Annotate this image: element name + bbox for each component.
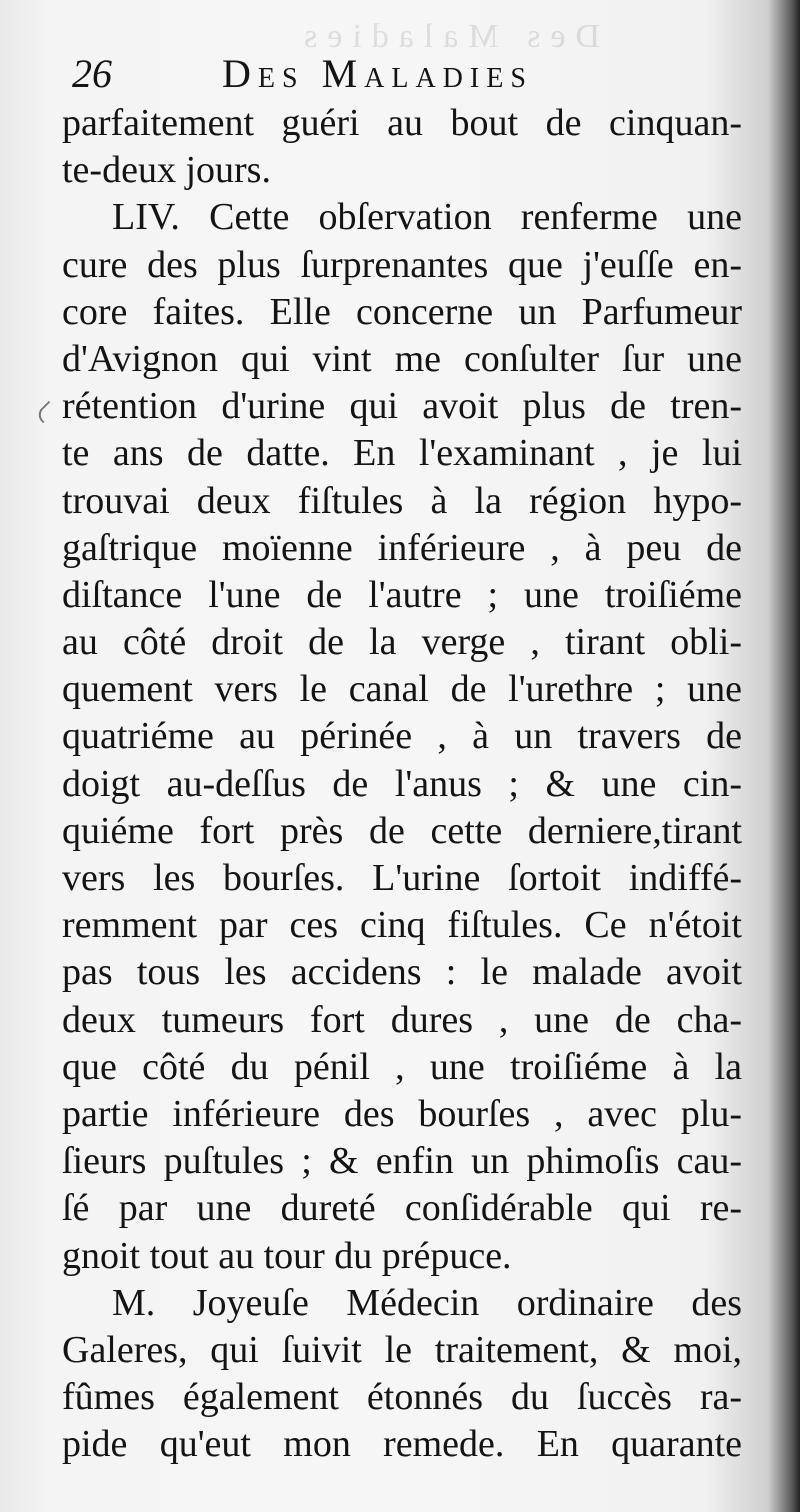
text-line: pide qu'eut mon remede. En quarante bbox=[62, 1423, 742, 1466]
text-line: diſtance l'une de l'autre ; une troiſiéme bbox=[62, 573, 742, 616]
text-line: parfaitement guéri au bout de cinquan- bbox=[62, 102, 742, 144]
text-line: trouvai deux fiſtules à la région hypo- bbox=[62, 479, 742, 522]
text-line: te-deux jours. bbox=[62, 149, 271, 192]
text-line: core faites. Elle concerne un Parfumeur bbox=[62, 290, 742, 333]
text-line: fûmes également étonnés du ſuccès ra- bbox=[62, 1376, 742, 1419]
text-line: pas tous les accidens : le malade avoit bbox=[62, 951, 742, 994]
paragraph-start-line: LIV. Cette obſervation renferme une bbox=[112, 196, 742, 239]
text-line: rétention d'urine qui avoit plus de tren- bbox=[62, 385, 742, 428]
text-line: Galeres, qui ſuivit le traitement, & moi, bbox=[62, 1328, 742, 1371]
text-line: cure des plus ſurprenantes que j'euſſe en- bbox=[62, 243, 742, 286]
text-line: vers les bourſes. L'urine ſortoit indiffé- bbox=[62, 857, 742, 899]
text-line: doigt au-deſſus de l'anus ; & une cin- bbox=[62, 762, 742, 805]
paragraph-start-line: M. Joyeuſe Médecin ordinaire des bbox=[112, 1281, 742, 1324]
margin-mark bbox=[35, 401, 58, 424]
text-line: remment par ces cinq fiſtules. Ce n'étoit bbox=[62, 904, 742, 947]
text-line: deux tumeurs fort dures , une de cha- bbox=[62, 998, 742, 1041]
bleed-through-text: Des Maladies bbox=[293, 18, 600, 55]
body-text bbox=[62, 100, 742, 1468]
text-line: gaſtrique moïenne inférieure , à peu de bbox=[62, 526, 742, 569]
text-line: ſé par une dureté conſidérable qui re- bbox=[62, 1187, 742, 1230]
text-line: te ans de datte. En l'examinant , je lui bbox=[62, 432, 742, 475]
text-line: quement vers le canal de l'urethre ; une bbox=[62, 668, 742, 711]
text-line: gnoit tout au tour du prépuce. bbox=[62, 1234, 512, 1277]
text-line: quatriéme au périnée , à un travers de bbox=[62, 715, 742, 758]
text-line: d'Avignon qui vint me conſulter ſur une bbox=[62, 337, 742, 380]
text-line: au côté droit de la verge , tirant obli- bbox=[62, 621, 742, 664]
text-line: partie inférieure des bourſes , avec plu- bbox=[62, 1092, 742, 1135]
text-line: quiéme fort près de cette derniere,tirant bbox=[62, 809, 742, 852]
running-head: Des Maladies bbox=[222, 51, 533, 96]
page-number: 26 bbox=[72, 51, 112, 96]
text-line: ſieurs puſtules ; & enfin un phimoſis cau- bbox=[62, 1140, 742, 1183]
text-line: que côté du pénil , une troiſiéme à la bbox=[62, 1045, 742, 1088]
